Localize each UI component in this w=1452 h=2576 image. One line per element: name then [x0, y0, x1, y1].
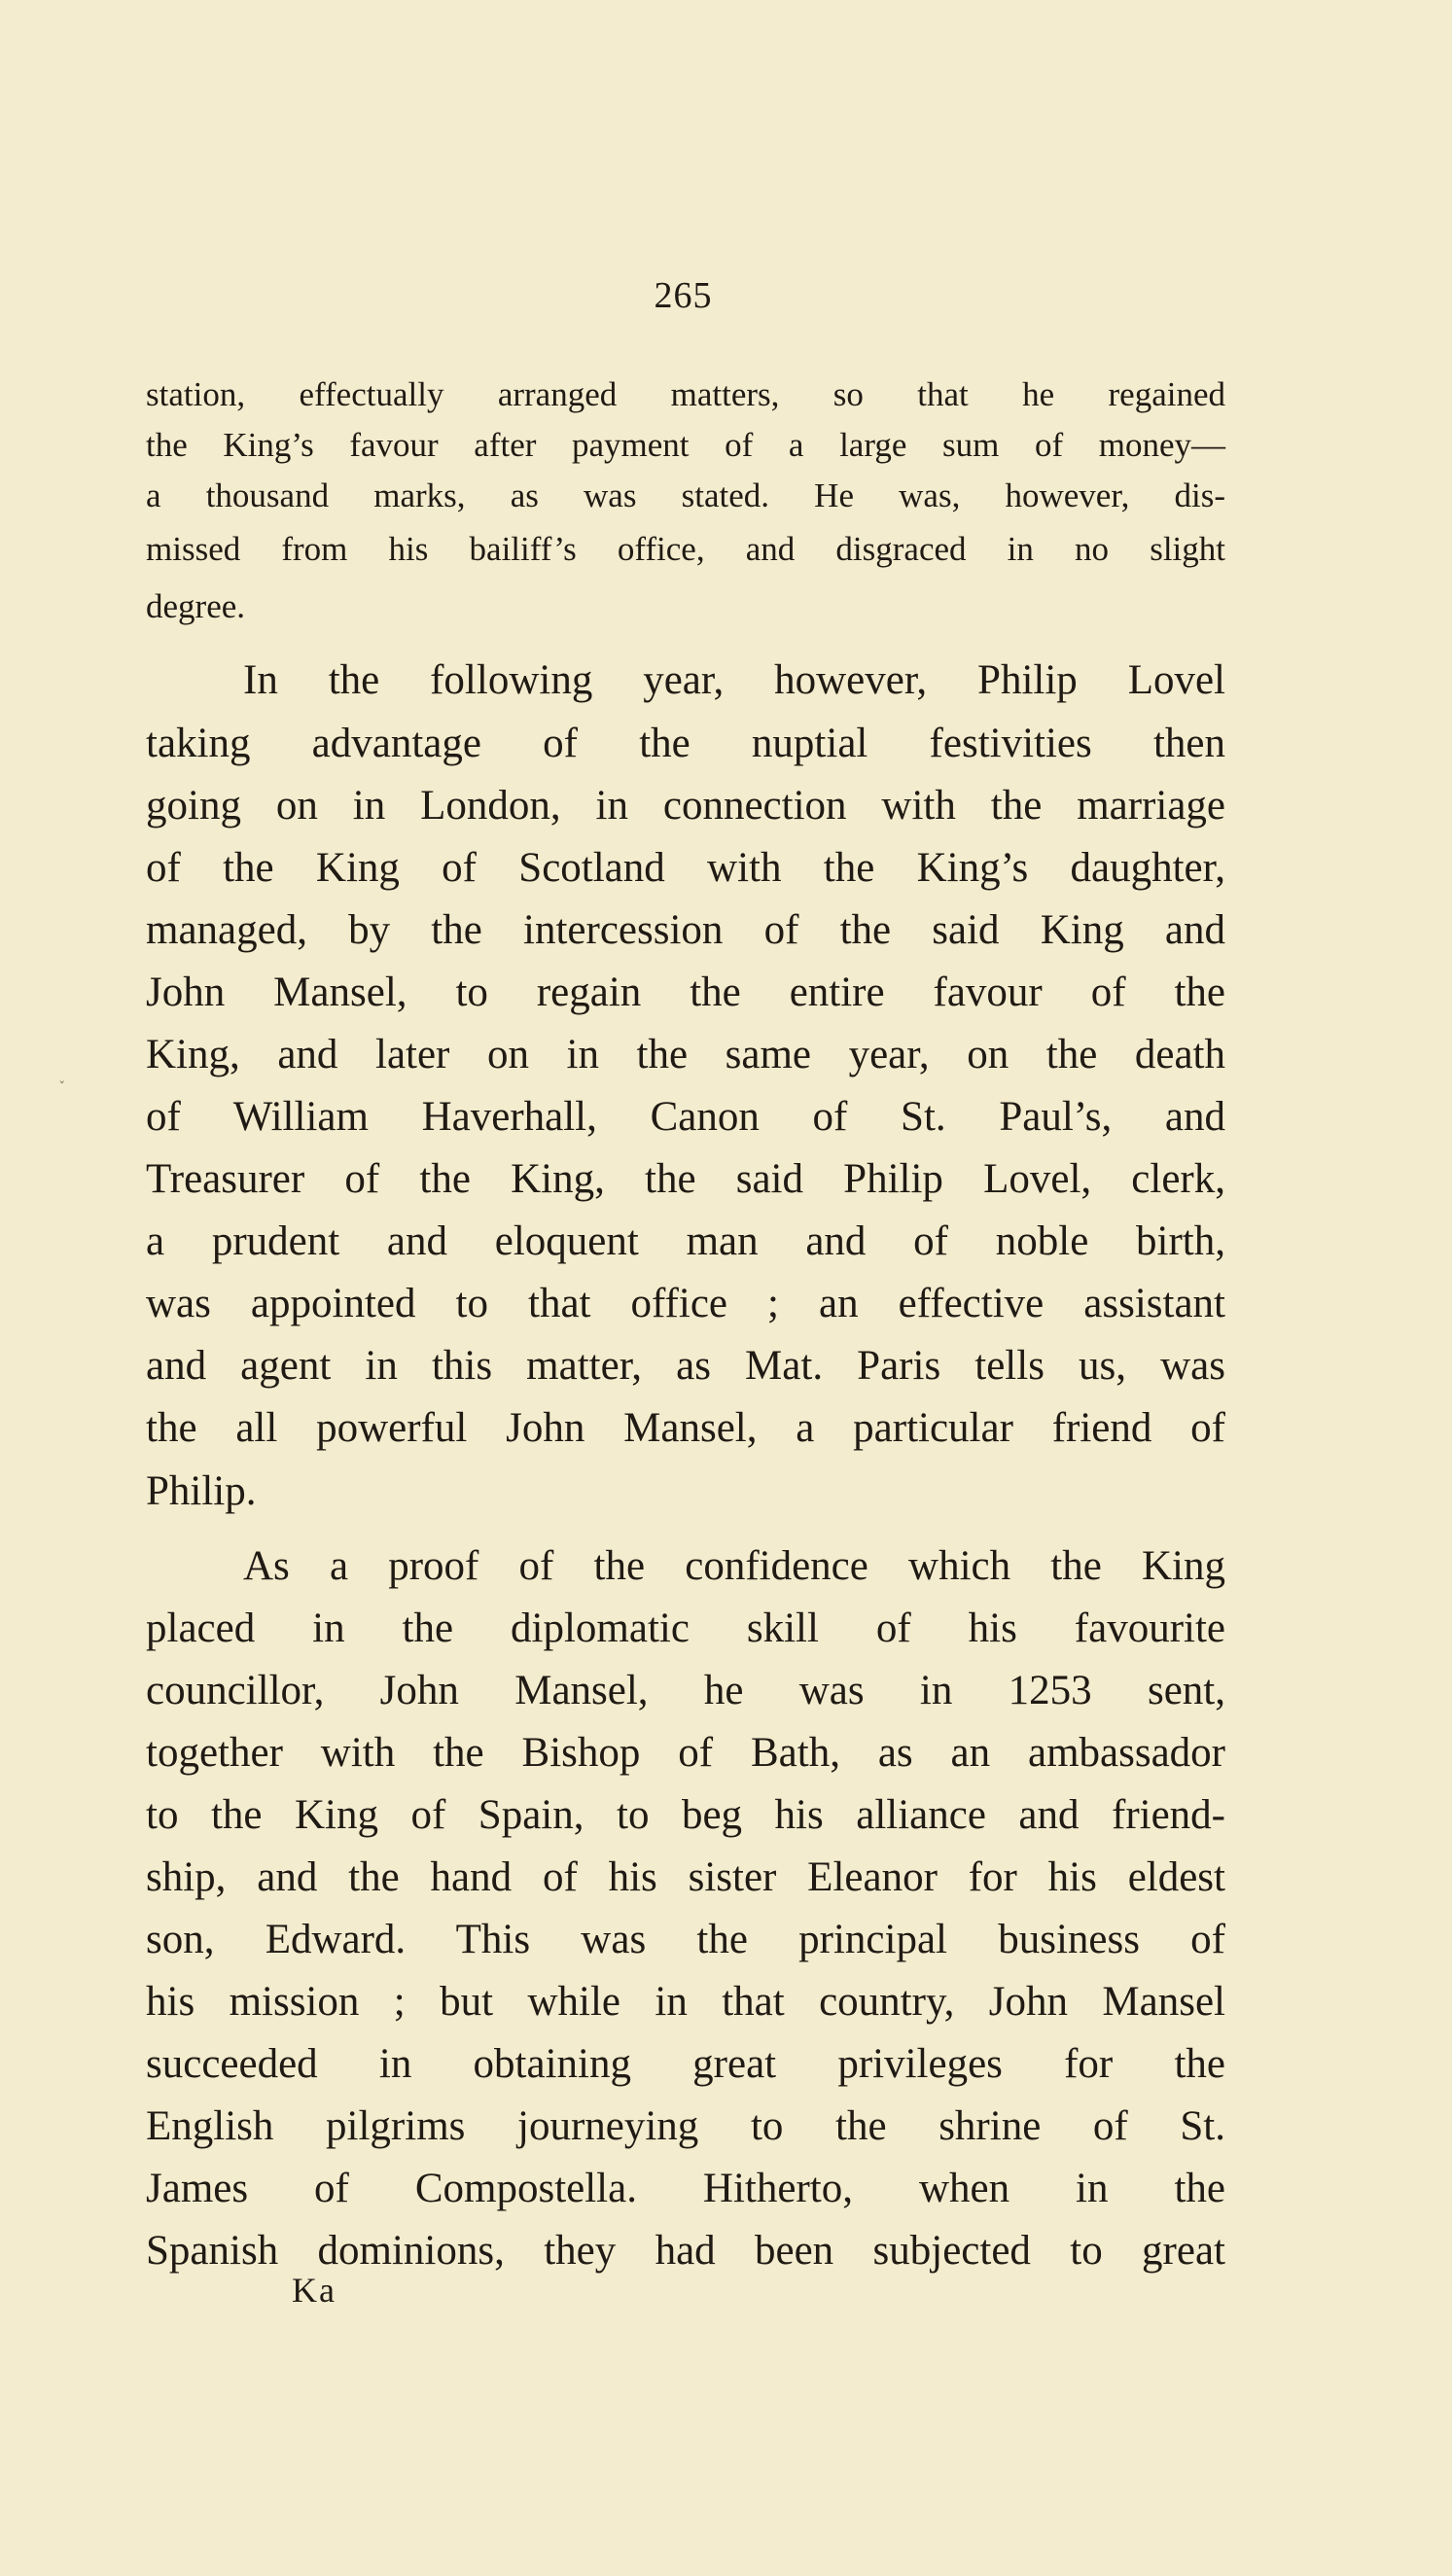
- paragraph-2-line-11: was appointed to that office ; an effective assistant: [146, 1281, 1225, 1326]
- margin-mark: ˯: [58, 1060, 66, 1084]
- signature-mark: Ka: [292, 2271, 336, 2310]
- paragraph-1-line-4: missed from his bailiff’s office, and disgraced in no slight: [146, 530, 1225, 568]
- paragraph-1-line-5: degree.: [146, 587, 246, 625]
- paragraph-2-line-7: King, and later on in the same year, on the death: [146, 1032, 1225, 1077]
- paragraph-1-line-3: a thousand marks, as was stated. He was, however, dis-: [146, 476, 1225, 514]
- paragraph-2-line-8: of William Haverhall, Canon of St. Paul’s, and: [146, 1094, 1225, 1140]
- paragraph-3-line-7: son, Edward. This was the principal business of: [146, 1917, 1225, 1962]
- page-number: 265: [654, 275, 713, 316]
- paragraph-2-line-14: Philip.: [146, 1468, 257, 1514]
- paragraph-2-line-4: of the King of Scotland with the King’s daughter,: [146, 845, 1225, 891]
- paragraph-3-line-10: English pilgrims journeying to the shrine of St.: [146, 2103, 1225, 2149]
- paragraph-3-line-4: together with the Bishop of Bath, as an ambassador: [146, 1730, 1225, 1776]
- paragraph-2-line-10: a prudent and eloquent man and of noble birth,: [146, 1218, 1225, 1264]
- paragraph-3-line-1: As a proof of the confidence which the King: [243, 1543, 1225, 1589]
- paragraph-3-line-12: Spanish dominions, they had been subjected to great: [146, 2228, 1225, 2274]
- paragraph-2-line-6: John Mansel, to regain the entire favour of the: [146, 970, 1225, 1015]
- paragraph-3-line-5: to the King of Spain, to beg his alliance and friend-: [146, 1792, 1225, 1838]
- paragraph-2-line-2: taking advantage of the nuptial festivities then: [146, 721, 1225, 766]
- paragraph-3-line-9: succeeded in obtaining great privileges for the: [146, 2041, 1225, 2087]
- paragraph-2-line-12: and agent in this matter, as Mat. Paris tells us, was: [146, 1343, 1225, 1389]
- paragraph-1-line-1: station, effectually arranged matters, so that he regained: [146, 375, 1225, 413]
- paragraph-3-line-11: James of Compostella. Hitherto, when in the: [146, 2166, 1225, 2211]
- paragraph-3-line-2: placed in the diplomatic skill of his favourite: [146, 1606, 1225, 1651]
- paragraph-3-line-8: his mission ; but while in that country, John Mansel: [146, 1979, 1225, 2025]
- paragraph-1-line-2: the King’s favour after payment of a large sum of money—: [146, 426, 1225, 464]
- paragraph-2-line-9: Treasurer of the King, the said Philip Lovel, clerk,: [146, 1156, 1225, 1202]
- paragraph-2-line-3: going on in London, in connection with the marriage: [146, 783, 1225, 829]
- paragraph-2-line-1: In the following year, however, Philip Lovel: [243, 657, 1225, 703]
- paragraph-2-line-5: managed, by the intercession of the said King and: [146, 907, 1225, 953]
- paragraph-2-line-13: the all powerful John Mansel, a particular friend of: [146, 1405, 1225, 1451]
- paragraph-3-line-3: councillor, John Mansel, he was in 1253 sent,: [146, 1668, 1225, 1713]
- paragraph-3-line-6: ship, and the hand of his sister Eleanor for his eldest: [146, 1854, 1225, 1900]
